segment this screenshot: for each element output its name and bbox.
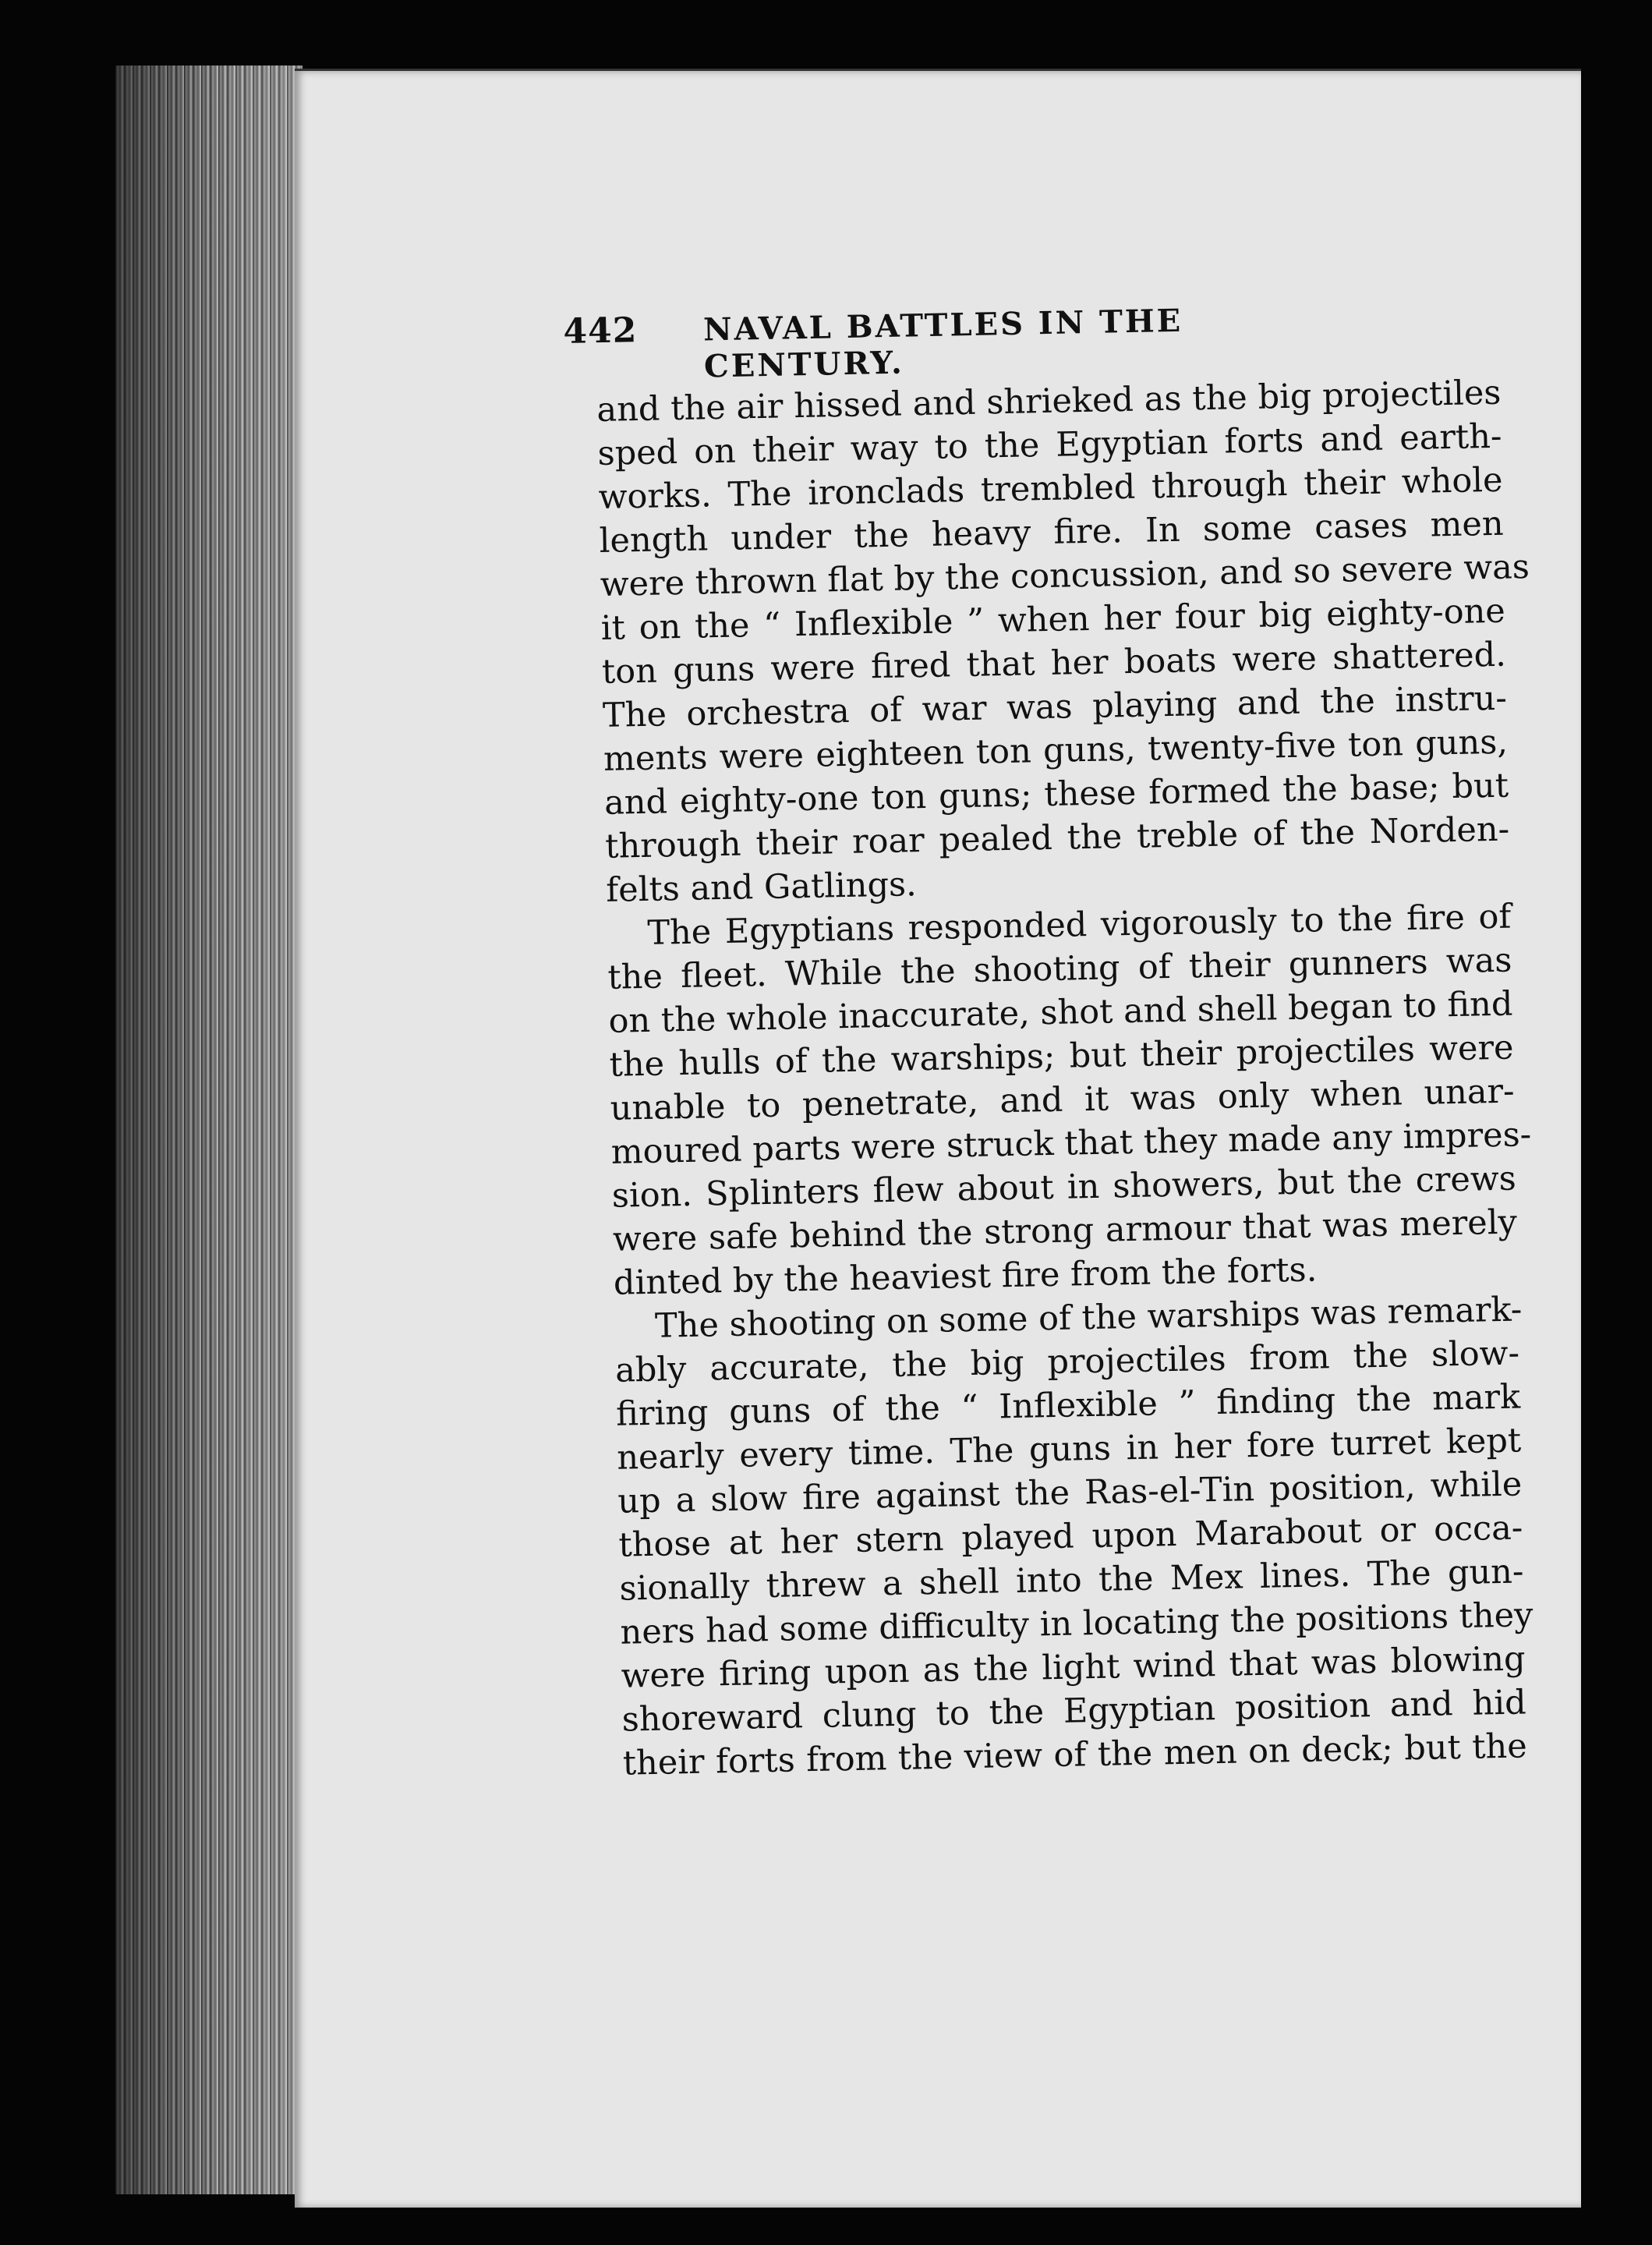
text-line: the hulls of the warships; but their projectiles were <box>609 1028 1514 1085</box>
text-line: shoreward clung to the Egyptian position and hid <box>621 1683 1527 1740</box>
text-line: were thrown flat by the concussion, and so severe was <box>600 547 1530 604</box>
text-line: sion. Splinters flew about in showers, but the crews <box>611 1159 1517 1216</box>
text-line: and the air hissed and shrieked as the big projectiles <box>596 373 1502 430</box>
text-line: ton guns were fired that her boats were shattered. <box>601 635 1507 692</box>
text-line: sionally threw a shell into the Mex lines. The gun- <box>619 1552 1524 1609</box>
text-line: it on the “ Inflexible ” when her four big eighty-one <box>600 591 1506 648</box>
paragraph-end-line: felts and Gatlings. <box>605 865 918 910</box>
page-number: 442 <box>563 310 638 352</box>
text-line: works. The ironclads trembled through their whole <box>598 460 1503 517</box>
paragraph-start-line: The Egyptians responded vigorously to the fire of <box>646 897 1512 953</box>
text-line: up a slow fire against the Ras-el-Tin position, while <box>617 1464 1523 1521</box>
book-title: NAVAL BATTLES IN THE CENTURY. <box>702 302 1183 385</box>
paragraph-end-line: dinted by the heaviest fire from the forts. <box>613 1250 1318 1303</box>
text-line: nearly every time. The guns in her fore turret kept <box>616 1421 1522 1478</box>
book-edge-shadow <box>115 66 302 2194</box>
text-line: ners had some difficulty in locating the positions they <box>620 1595 1533 1652</box>
paragraph-start-line: The shooting on some of the warships was remark- <box>654 1290 1523 1346</box>
text-line: moured parts were struck that they made any impres- <box>610 1115 1532 1172</box>
text-line: on the whole inaccurate, shot and shell began to find <box>608 984 1513 1041</box>
text-line: were safe behind the strong armour that was merely <box>612 1202 1518 1259</box>
text-line: firing guns of the “ Inflexible ” finding the mark <box>615 1377 1521 1434</box>
text-line: were firing upon as the light wind that was blowing <box>621 1639 1526 1696</box>
text-line: The orchestra of war was playing and the instru- <box>602 678 1508 735</box>
body-text <box>596 371 1533 1786</box>
text-line: ments were eighteen ton guns, twenty-five ton guns, <box>603 722 1509 779</box>
text-line: unable to penetrate, and it was only when unar- <box>610 1071 1516 1128</box>
text-line: and eighty-one ton guns; these formed the base; but <box>603 766 1509 823</box>
text-line: those at her stern played upon Marabout or occa- <box>618 1508 1523 1565</box>
text-line: ably accurate, the big projectiles from the slow- <box>614 1333 1520 1390</box>
text-line: the fleet. While the shooting of their gunners was <box>607 940 1512 997</box>
text-line: their forts from the view of the men on deck; but the <box>622 1726 1528 1783</box>
text-line: sped on their way to the Egyptian forts and earth- <box>597 416 1502 473</box>
text-line: through their roar pealed the treble of the Norden- <box>604 809 1510 866</box>
text-line: length under the heavy fire. In some cases men <box>599 504 1505 561</box>
